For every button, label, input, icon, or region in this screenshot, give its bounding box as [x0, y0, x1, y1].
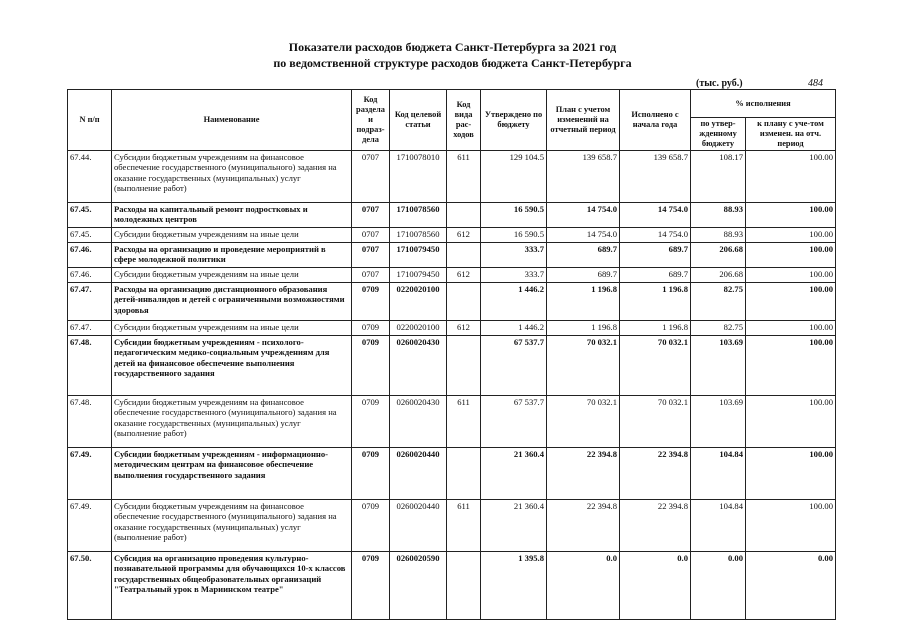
- row-plan: 70 032.1: [547, 336, 620, 396]
- row-approved: 67 537.7: [481, 396, 547, 448]
- row-type: 612: [447, 228, 481, 243]
- row-plan: 0.0: [547, 552, 620, 620]
- row-target: 0260020440: [390, 500, 447, 552]
- row-target: 1710078560: [390, 203, 447, 228]
- header-pct-group: % исполнения: [691, 90, 836, 118]
- row-num: 67.45.: [68, 203, 112, 228]
- row-pct-plan: 100.00: [746, 203, 836, 228]
- row-type: 611: [447, 500, 481, 552]
- row-pct-budget: 88.93: [691, 203, 746, 228]
- units-label: (тыс. руб.): [696, 78, 743, 89]
- row-pct-plan: 100.00: [746, 228, 836, 243]
- row-section: 0709: [352, 500, 390, 552]
- row-plan: 139 658.7: [547, 151, 620, 203]
- row-target: 0260020590: [390, 552, 447, 620]
- table-body: [68, 151, 836, 620]
- header-pct-budget: по утвер-жденному бюджету: [691, 118, 746, 151]
- row-section: 0707: [352, 243, 390, 268]
- row-executed: 70 032.1: [620, 396, 691, 448]
- row-num: 67.50.: [68, 552, 112, 620]
- row-executed: 22 394.8: [620, 448, 691, 500]
- row-pct-plan: 100.00: [746, 336, 836, 396]
- budget-table: [67, 89, 836, 620]
- header-executed: Исполнено с начала года: [620, 90, 691, 151]
- table-row: [68, 396, 836, 448]
- table-row: [68, 448, 836, 500]
- row-num: 67.47.: [68, 283, 112, 321]
- row-num: 67.46.: [68, 268, 112, 283]
- row-section: 0709: [352, 336, 390, 396]
- row-target: 0260020430: [390, 396, 447, 448]
- row-target: 0260020440: [390, 448, 447, 500]
- row-name: Субсидии бюджетным учреждениям на финансовое обеспечение государственного (муниципального) задания на оказание государственных (муниципальных) услуг (выполнение работ): [112, 500, 352, 552]
- row-plan: 22 394.8: [547, 448, 620, 500]
- row-pct-plan: 100.00: [746, 321, 836, 336]
- row-executed: 1 196.8: [620, 283, 691, 321]
- row-type: [447, 203, 481, 228]
- header-pct-plan: к плану с уче-том изменен. на отч. период: [746, 118, 836, 151]
- row-name: Расходы на организацию дистанционного образования детей-инвалидов и детей с ограниченными возможностями здоровья: [112, 283, 352, 321]
- row-name: Расходы на организацию и проведение мероприятий в сфере молодежной политики: [112, 243, 352, 268]
- row-pct-plan: 100.00: [746, 268, 836, 283]
- row-num: 67.49.: [68, 500, 112, 552]
- row-num: 67.49.: [68, 448, 112, 500]
- row-section: 0709: [352, 321, 390, 336]
- row-type: [447, 336, 481, 396]
- table-row: [68, 151, 836, 203]
- row-num: 67.47.: [68, 321, 112, 336]
- row-section: 0707: [352, 203, 390, 228]
- row-plan: 689.7: [547, 243, 620, 268]
- row-type: [447, 448, 481, 500]
- row-pct-plan: 100.00: [746, 151, 836, 203]
- row-plan: 22 394.8: [547, 500, 620, 552]
- row-pct-budget: 88.93: [691, 228, 746, 243]
- table-row: [68, 321, 836, 336]
- row-type: 612: [447, 268, 481, 283]
- row-pct-budget: 108.17: [691, 151, 746, 203]
- row-target: 1710079450: [390, 243, 447, 268]
- row-plan: 689.7: [547, 268, 620, 283]
- row-target: 1710079450: [390, 268, 447, 283]
- row-executed: 0.0: [620, 552, 691, 620]
- row-pct-budget: 82.75: [691, 321, 746, 336]
- row-section: 0709: [352, 448, 390, 500]
- row-name: Субсидия на организацию проведения культурно-познавательной программы для обучающихся 10-х классов государственных общеобразовательных организаций "Театральный урок в Мариинском театре": [112, 552, 352, 620]
- row-executed: 14 754.0: [620, 228, 691, 243]
- row-plan: 1 196.8: [547, 283, 620, 321]
- row-pct-budget: 82.75: [691, 283, 746, 321]
- row-pct-budget: 104.84: [691, 500, 746, 552]
- table-row: [68, 243, 836, 268]
- row-name: Субсидии бюджетным учреждениям на финансовое обеспечение государственного (муниципального) задания на оказание государственных (муниципальных) услуг (выполнение работ): [112, 396, 352, 448]
- row-executed: 22 394.8: [620, 500, 691, 552]
- page-number: 484: [808, 78, 823, 89]
- row-num: 67.45.: [68, 228, 112, 243]
- row-section: 0707: [352, 228, 390, 243]
- row-name: Субсидии бюджетным учреждениям на иные цели: [112, 228, 352, 243]
- row-pct-budget: 103.69: [691, 396, 746, 448]
- table-row: [68, 552, 836, 620]
- row-name: Расходы на капитальный ремонт подростковых и молодежных центров: [112, 203, 352, 228]
- row-pct-budget: 206.68: [691, 243, 746, 268]
- row-type: [447, 552, 481, 620]
- row-plan: 14 754.0: [547, 228, 620, 243]
- table-row: [68, 228, 836, 243]
- report-title-line-1: Показатели расходов бюджета Санкт-Петербурга за 2021 год: [288, 40, 617, 54]
- row-pct-plan: 100.00: [746, 283, 836, 321]
- row-executed: 14 754.0: [620, 203, 691, 228]
- row-plan: 14 754.0: [547, 203, 620, 228]
- header-name: Наименование: [112, 90, 352, 151]
- row-pct-plan: 100.00: [746, 500, 836, 552]
- row-name: Субсидии бюджетным учреждениям на финансовое обеспечение государственного (муниципального) задания на оказание государственных (муниципальных) услуг (выполнение работ): [112, 151, 352, 203]
- header-approved: Утверждено по бюджету: [481, 90, 547, 151]
- row-section: 0709: [352, 552, 390, 620]
- row-approved: 16 590.5: [481, 228, 547, 243]
- row-target: 0260020430: [390, 336, 447, 396]
- row-executed: 70 032.1: [620, 336, 691, 396]
- report-title-line-2: по ведомственной структуре расходов бюджета Санкт-Петербурга: [273, 56, 632, 70]
- table-row: [68, 500, 836, 552]
- row-approved: 1 395.8: [481, 552, 547, 620]
- row-pct-budget: 104.84: [691, 448, 746, 500]
- row-section: 0709: [352, 283, 390, 321]
- row-type: 611: [447, 396, 481, 448]
- table-row: [68, 336, 836, 396]
- row-type: [447, 283, 481, 321]
- row-target: 1710078560: [390, 228, 447, 243]
- row-plan: 1 196.8: [547, 321, 620, 336]
- row-num: 67.48.: [68, 336, 112, 396]
- row-num: 67.46.: [68, 243, 112, 268]
- row-type: [447, 243, 481, 268]
- row-approved: 21 360.4: [481, 448, 547, 500]
- row-executed: 689.7: [620, 268, 691, 283]
- row-section: 0707: [352, 151, 390, 203]
- row-pct-plan: 100.00: [746, 243, 836, 268]
- row-target: 1710078010: [390, 151, 447, 203]
- row-pct-plan: 0.00: [746, 552, 836, 620]
- table-row: [68, 283, 836, 321]
- row-target: 0220020100: [390, 283, 447, 321]
- row-pct-plan: 100.00: [746, 448, 836, 500]
- row-plan: 70 032.1: [547, 396, 620, 448]
- row-executed: 1 196.8: [620, 321, 691, 336]
- header-num: N п/п: [68, 90, 112, 151]
- row-executed: 689.7: [620, 243, 691, 268]
- row-approved: 21 360.4: [481, 500, 547, 552]
- header-target: Код целевой статьи: [390, 90, 447, 151]
- row-num: 67.48.: [68, 396, 112, 448]
- row-approved: 67 537.7: [481, 336, 547, 396]
- row-approved: 16 590.5: [481, 203, 547, 228]
- row-approved: 1 446.2: [481, 321, 547, 336]
- row-type: 611: [447, 151, 481, 203]
- row-name: Субсидии бюджетным учреждениям на иные цели: [112, 268, 352, 283]
- row-type: 612: [447, 321, 481, 336]
- row-executed: 139 658.7: [620, 151, 691, 203]
- header-plan: План с учетом изменений на отчетный период: [547, 90, 620, 151]
- row-section: 0709: [352, 396, 390, 448]
- header-type: Код вида рас-ходов: [447, 90, 481, 151]
- row-num: 67.44.: [68, 151, 112, 203]
- row-pct-budget: 103.69: [691, 336, 746, 396]
- table-row: [68, 203, 836, 228]
- row-name: Субсидии бюджетным учреждениям на иные цели: [112, 321, 352, 336]
- row-approved: 333.7: [481, 268, 547, 283]
- row-approved: 1 446.2: [481, 283, 547, 321]
- row-target: 0220020100: [390, 321, 447, 336]
- row-name: Субсидии бюджетным учреждениям - информационно-методическим центрам на финансовое обеспечение выполнения государственного задания: [112, 448, 352, 500]
- row-pct-budget: 206.68: [691, 268, 746, 283]
- header-section: Код раздела и подраз-дела: [352, 90, 390, 151]
- row-pct-plan: 100.00: [746, 396, 836, 448]
- row-approved: 333.7: [481, 243, 547, 268]
- row-approved: 129 104.5: [481, 151, 547, 203]
- row-pct-budget: 0.00: [691, 552, 746, 620]
- row-name: Субсидии бюджетным учреждениям - психолого-педагогическим медико-социальным учреждениям для детей на финансовое обеспечение выполнения государственного задания: [112, 336, 352, 396]
- row-section: 0707: [352, 268, 390, 283]
- table-row: [68, 268, 836, 283]
